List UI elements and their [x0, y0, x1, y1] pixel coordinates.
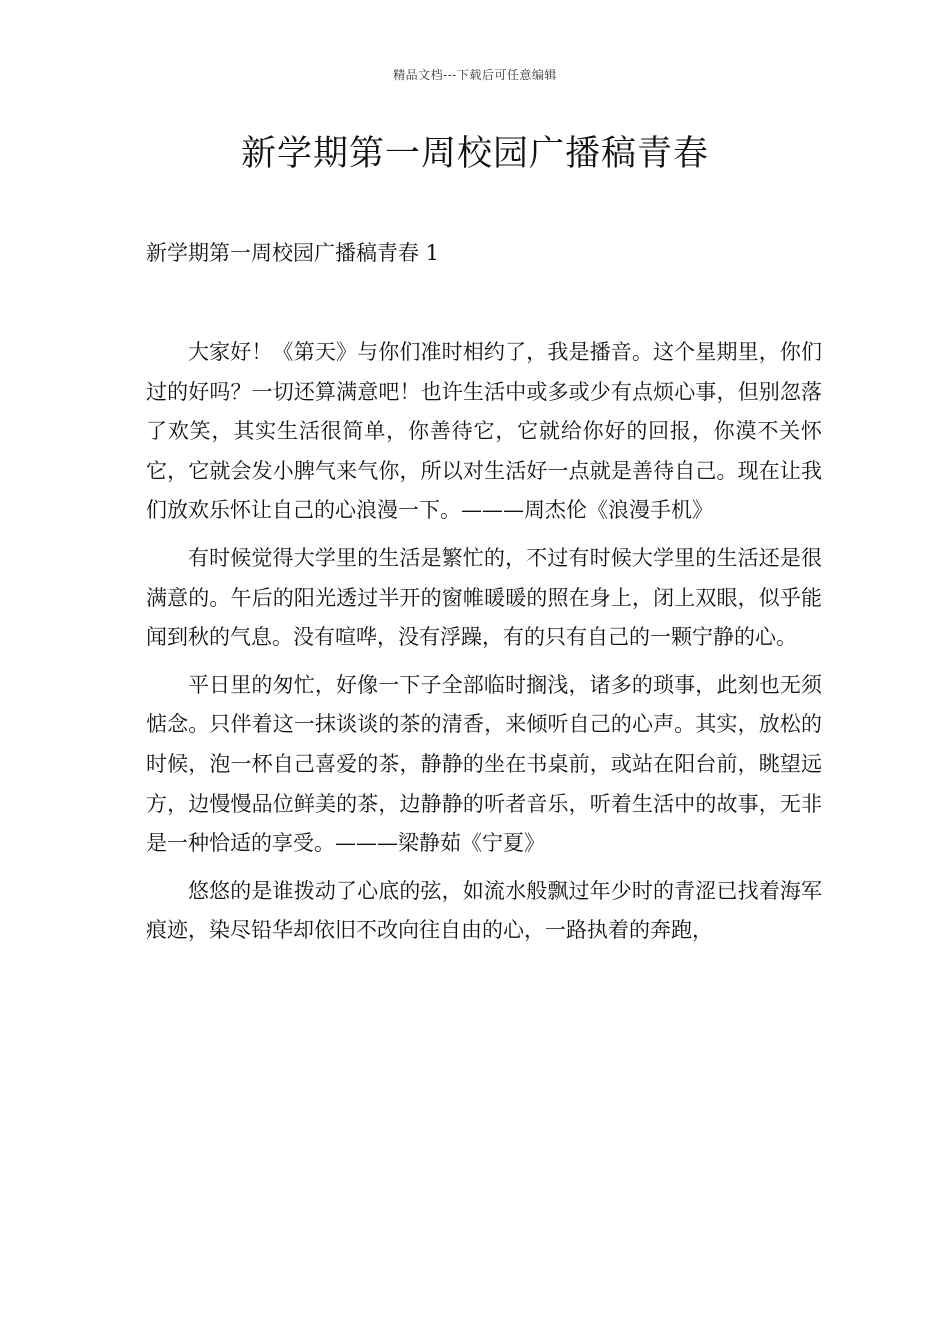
document-subtitle: 新学期第一周校园广播稿青春 1 — [146, 241, 440, 265]
document-body — [146, 333, 822, 959]
paragraph: 有时候觉得大学里的生活是繁忙的，不过有时候大学里的生活还是很满意的。午后的阳光透过半开的窗帷暖暖的照在身上，闭上双眼，似乎能闻到秋的气息。没有喧哗，没有浮躁，有的只有自己的一颗宁静的心。 — [146, 545, 822, 650]
paragraph: 悠悠的是谁拨动了心底的弦，如流水般飘过年少时的青涩已找着海军痕迹，染尽铅华却依旧不改向往自由的心，一路执着的奔跑， — [146, 878, 822, 943]
paragraph: 大家好！《第天》与你们准时相约了，我是播音。这个星期里，你们过的好吗？一切还算满意吧！也许生活中或多或少有点烦心事，但别忽落了欢笑，其实生活很简单，你善待它，它就给你好的回报，你漠不关怀它，它就会发小脾气来气你，所以对生活好一点就是善待自己。现在让我们放欢乐怀让自己的心浪漫一下。———周杰伦《浪漫手机》 — [146, 340, 822, 523]
document-title: 新学期第一周校园广播稿青春 — [240, 134, 709, 174]
header-note: 精品文档---下载后可任意编辑 — [393, 68, 557, 82]
paragraph: 平日里的匆忙，好像一下子全部临时搁浅，诸多的琐事，此刻也无须惦念。只伴着这一抹谈谈的茶的清香，来倾听自己的心声。其实，放松的时候，泡一杯自己喜爱的茶，静静的坐在书桌前，或站在阳台前，眺望远方，边慢慢品位鲜美的茶，边静静的听者音乐，听着生活中的故事，无非是一种恰适的享受。———梁静茹《宁夏》 — [146, 672, 822, 856]
